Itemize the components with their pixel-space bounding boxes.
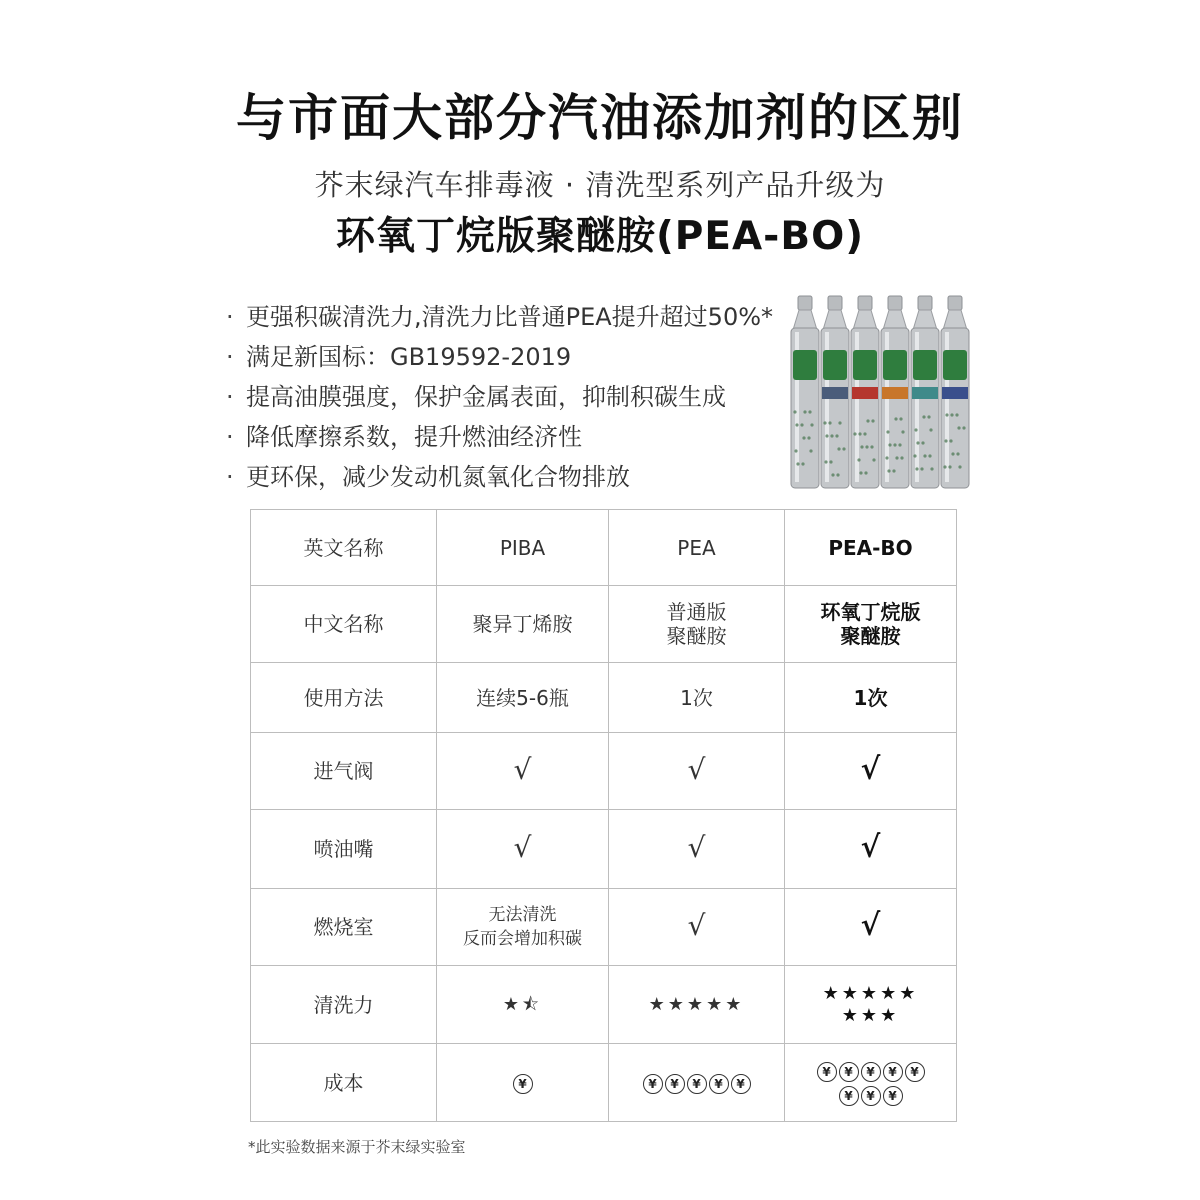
yen-coin-icon: ¥ [861, 1086, 881, 1106]
bottle-pattern-dot [835, 434, 838, 437]
cell-piba [437, 889, 609, 966]
bottle-pattern-dot [945, 413, 948, 416]
bottle-pattern-dot [921, 441, 924, 444]
bottle-pattern-dot [899, 417, 902, 420]
bottle-pattern-dot [796, 462, 799, 465]
yen-coin-icon: ¥ [643, 1074, 663, 1094]
bottle-pattern-dot [958, 465, 961, 468]
page-title: 与市面大部分汽油添加剂的区别 [236, 89, 964, 147]
star-icon: ★ [899, 982, 919, 1004]
variant-band [882, 387, 908, 399]
variant-band [942, 387, 968, 399]
star-icon: ★ [822, 982, 842, 1004]
bullet-dot: · [226, 343, 234, 371]
star-icon: ⯪ [522, 993, 543, 1015]
cost-row [437, 1071, 608, 1095]
bottle-pattern-dot [892, 469, 895, 472]
cell-line: 聚醚胺 [666, 624, 727, 648]
bottle-neck [883, 310, 907, 330]
bottle-pattern-dot [894, 417, 897, 420]
bottle-pattern-dot [860, 445, 863, 448]
table-row [251, 586, 957, 663]
variant-band [822, 387, 848, 399]
product-bottle [911, 296, 939, 488]
table-row [251, 733, 957, 810]
star-icon: ★ [841, 1004, 861, 1026]
bottle-pattern-dot [863, 432, 866, 435]
comparison-table [250, 509, 957, 1122]
cell-pea [609, 810, 785, 889]
feature-text: 提高油膜强度，保护金属表面，抑制积碳生成 [246, 383, 726, 411]
bottle-pattern-dot [916, 441, 919, 444]
cell-piba [437, 733, 609, 810]
table-row [251, 889, 957, 966]
bullet-dot: · [226, 423, 234, 451]
bottle-pattern-dot [900, 456, 903, 459]
yen-coin-icon: ¥ [665, 1074, 685, 1094]
cell-peabo [785, 810, 957, 889]
bottle-cap [948, 296, 962, 310]
bottle-pattern-dot [887, 469, 890, 472]
bottle-pattern-dot [927, 415, 930, 418]
bottle-pattern-dot [950, 413, 953, 416]
bottle-pattern-dot [864, 471, 867, 474]
bottle-pattern-dot [810, 423, 813, 426]
star-icon: ★ [860, 982, 881, 1004]
bottle-pattern-dot [943, 465, 946, 468]
cell-line: 环氧丁烷版 [820, 600, 921, 624]
bottle-pattern-dot [922, 415, 925, 418]
page-subtitle: 芥末绿汽车排毒液 · 清洗型系列产品升级为 [314, 168, 886, 202]
product-bottle [791, 296, 819, 488]
yen-coin-icon: ¥ [817, 1062, 837, 1082]
bullet-dot: · [226, 303, 234, 331]
bottle-pattern-dot [859, 471, 862, 474]
check-mark: √ [860, 908, 881, 943]
bottle-pattern-dot [893, 443, 896, 446]
product-upgrade-title: 环氧丁烷版聚醚胺(PEA-BO) [335, 214, 865, 259]
bottle-pattern-dot [831, 473, 834, 476]
brand-logo-badge [913, 350, 937, 380]
star-icon: ★ [648, 993, 668, 1015]
bottle-pattern-dot [829, 460, 832, 463]
cell-pea: PEA [609, 510, 785, 586]
bottle-pattern-dot [865, 445, 868, 448]
table-row [251, 1044, 957, 1122]
bottle-pattern-dot [828, 421, 831, 424]
cell-line: 普通版 [666, 600, 727, 624]
feature-text: 满足新国标：GB19592-2019 [246, 343, 572, 371]
cell-pea [609, 586, 785, 663]
cost-row [609, 1071, 784, 1095]
product-bottle [941, 296, 969, 488]
bottle-pattern-dot [871, 419, 874, 422]
cell-peabo [785, 966, 957, 1044]
cell-pea [609, 966, 785, 1044]
bottle-pattern-dot [825, 434, 828, 437]
bottle-pattern-dot [962, 426, 965, 429]
bottle-cap [918, 296, 932, 310]
bottle-cap [828, 296, 842, 310]
feature-item [226, 417, 786, 457]
bottle-neck [943, 310, 967, 330]
yen-coin-icon: ¥ [731, 1074, 751, 1094]
footnote: *此实验数据来源于芥末绿实验室 [248, 1138, 466, 1156]
bullet-dot: · [226, 383, 234, 411]
bottle-pattern-dot [801, 462, 804, 465]
bottle-pattern-dot [807, 436, 810, 439]
row-label: 中文名称 [251, 586, 437, 663]
bottle-pattern-dot [830, 434, 833, 437]
cell-peabo [785, 889, 957, 966]
cell-piba [437, 810, 609, 889]
check-mark: √ [687, 831, 706, 864]
stars-line [785, 1005, 956, 1027]
row-label: 使用方法 [251, 663, 437, 733]
bottle-pattern-dot [923, 454, 926, 457]
star-icon: ★ [686, 993, 707, 1015]
bottle-pattern-dot [886, 430, 889, 433]
star-icon: ★ [667, 993, 687, 1015]
variant-band [852, 387, 878, 399]
star-icon: ★ [841, 982, 861, 1004]
bottle-pattern-dot [920, 467, 923, 470]
product-bottles-image [783, 292, 983, 492]
check-mark: √ [513, 831, 532, 864]
bottle-pattern-dot [915, 467, 918, 470]
yen-coin-icon: ¥ [513, 1074, 533, 1094]
bottle-cap [888, 296, 902, 310]
check-mark: √ [860, 752, 881, 787]
bottle-pattern-dot [948, 465, 951, 468]
table-row [251, 966, 957, 1044]
row-label: 燃烧室 [251, 889, 437, 966]
row-label: 进气阀 [251, 733, 437, 810]
bottle-pattern-dot [955, 413, 958, 416]
table-row [251, 663, 957, 733]
bottle-pattern-dot [913, 454, 916, 457]
bottle-pattern-dot [951, 452, 954, 455]
yen-coin-icon: ¥ [839, 1086, 859, 1106]
stars-line [609, 993, 784, 1017]
cell-line: 反而会增加积碳 [463, 929, 582, 949]
brand-logo-badge [853, 350, 877, 380]
bottle-pattern-dot [824, 460, 827, 463]
bottle-pattern-dot [842, 447, 845, 450]
brand-logo-badge [823, 350, 847, 380]
bottle-pattern-dot [808, 410, 811, 413]
cell-pea: 1次 [609, 663, 785, 733]
feature-item [226, 337, 786, 377]
yen-coin-icon: ¥ [861, 1062, 881, 1082]
product-bottle [881, 296, 909, 488]
bottle-pattern-dot [888, 443, 891, 446]
cell-peabo [785, 586, 957, 663]
product-bottle [851, 296, 879, 488]
table-row [251, 510, 957, 586]
bottle-pattern-dot [794, 449, 797, 452]
bottle-pattern-dot [870, 445, 873, 448]
table-row [251, 810, 957, 889]
bottle-pattern-dot [956, 452, 959, 455]
cell-piba [437, 966, 609, 1044]
feature-item [226, 457, 786, 497]
bottle-pattern-dot [929, 428, 932, 431]
bottle-cap [798, 296, 812, 310]
feature-text: 更环保，减少发动机氮氧化合物排放 [246, 463, 630, 491]
bottle-pattern-dot [872, 458, 875, 461]
bottle-pattern-dot [901, 430, 904, 433]
star-icon: ★ [502, 993, 523, 1015]
row-label: 清洗力 [251, 966, 437, 1044]
cell-peabo [785, 733, 957, 810]
star-icon: ★ [880, 982, 900, 1004]
rating-stars [785, 983, 956, 1027]
yen-coin-icon: ¥ [839, 1062, 859, 1082]
star-icon: ★ [860, 1004, 881, 1026]
brand-logo-badge [883, 350, 907, 380]
bottle-pattern-dot [823, 421, 826, 424]
yen-coin-icon: ¥ [687, 1074, 707, 1094]
bottle-pattern-dot [795, 423, 798, 426]
bottle-neck [853, 310, 877, 330]
bottle-pattern-dot [853, 432, 856, 435]
feature-list [226, 297, 786, 497]
row-label: 喷油嘴 [251, 810, 437, 889]
stars-line [785, 983, 956, 1005]
yen-coin-icon: ¥ [709, 1074, 729, 1094]
bottle-pattern-dot [928, 454, 931, 457]
star-icon: ★ [706, 993, 726, 1015]
cell-pea [609, 733, 785, 810]
check-mark: √ [687, 909, 706, 942]
feature-text: 更强积碳清洗力,清洗力比普通PEA提升超过50%* [246, 303, 774, 331]
bottle-pattern-dot [858, 432, 861, 435]
bottle-pattern-dot [837, 447, 840, 450]
star-icon: ★ [725, 993, 745, 1015]
cost-icons [437, 1071, 608, 1095]
bottle-pattern-dot [944, 439, 947, 442]
yen-coin-icon: ¥ [883, 1062, 903, 1082]
check-mark: √ [687, 753, 706, 786]
cell-line: 聚醚胺 [840, 624, 901, 648]
cell-piba: 聚异丁烯胺 [437, 586, 609, 663]
stars-line [437, 993, 608, 1017]
bottle-pattern-dot [836, 473, 839, 476]
bottle-pattern-dot [930, 467, 933, 470]
feature-item [226, 377, 786, 417]
cost-icons [785, 1059, 956, 1107]
cell-peabo: 1次 [785, 663, 957, 733]
bottle-pattern-dot [809, 449, 812, 452]
cell-pea [609, 1044, 785, 1122]
cost-icons [609, 1071, 784, 1095]
bottle-pattern-dot [898, 443, 901, 446]
bottle-pattern-dot [800, 423, 803, 426]
bottle-neck [913, 310, 937, 330]
product-bottle [821, 296, 849, 488]
bottle-pattern-dot [802, 436, 805, 439]
bottle-pattern-dot [885, 456, 888, 459]
cell-peabo: PEA-BO [785, 510, 957, 586]
check-mark: √ [860, 830, 881, 865]
bottle-pattern-dot [957, 426, 960, 429]
cost-row [785, 1059, 956, 1083]
bottle-pattern-dot [857, 458, 860, 461]
bottle-cap [858, 296, 872, 310]
cost-row [785, 1083, 956, 1107]
feature-item [226, 297, 786, 337]
yen-coin-icon: ¥ [905, 1062, 925, 1082]
cell-piba [437, 1044, 609, 1122]
cell-piba: PIBA [437, 510, 609, 586]
star-icon: ★ [880, 1004, 900, 1026]
rating-stars [437, 993, 608, 1017]
bottle-pattern-dot [895, 456, 898, 459]
feature-text: 降低摩擦系数，提升燃油经济性 [246, 423, 582, 451]
bottle-pattern-dot [838, 421, 841, 424]
cell-line: 无法清洗 [488, 905, 557, 925]
cell-piba: 连续5-6瓶 [437, 663, 609, 733]
rating-stars [609, 993, 784, 1017]
bottle-neck [823, 310, 847, 330]
bullet-dot: · [226, 463, 234, 491]
variant-band [912, 387, 938, 399]
brand-logo-badge [943, 350, 967, 380]
bottle-pattern-dot [949, 439, 952, 442]
bottle-pattern-dot [793, 410, 796, 413]
brand-logo-badge [793, 350, 817, 380]
cell-pea [609, 889, 785, 966]
cell-peabo [785, 1044, 957, 1122]
row-label: 英文名称 [251, 510, 437, 586]
bottle-pattern-dot [914, 428, 917, 431]
yen-coin-icon: ¥ [883, 1086, 903, 1106]
bottle-neck [793, 310, 817, 330]
row-label: 成本 [251, 1044, 437, 1122]
check-mark: √ [513, 753, 532, 786]
bottle-pattern-dot [866, 419, 869, 422]
bottle-pattern-dot [803, 410, 806, 413]
